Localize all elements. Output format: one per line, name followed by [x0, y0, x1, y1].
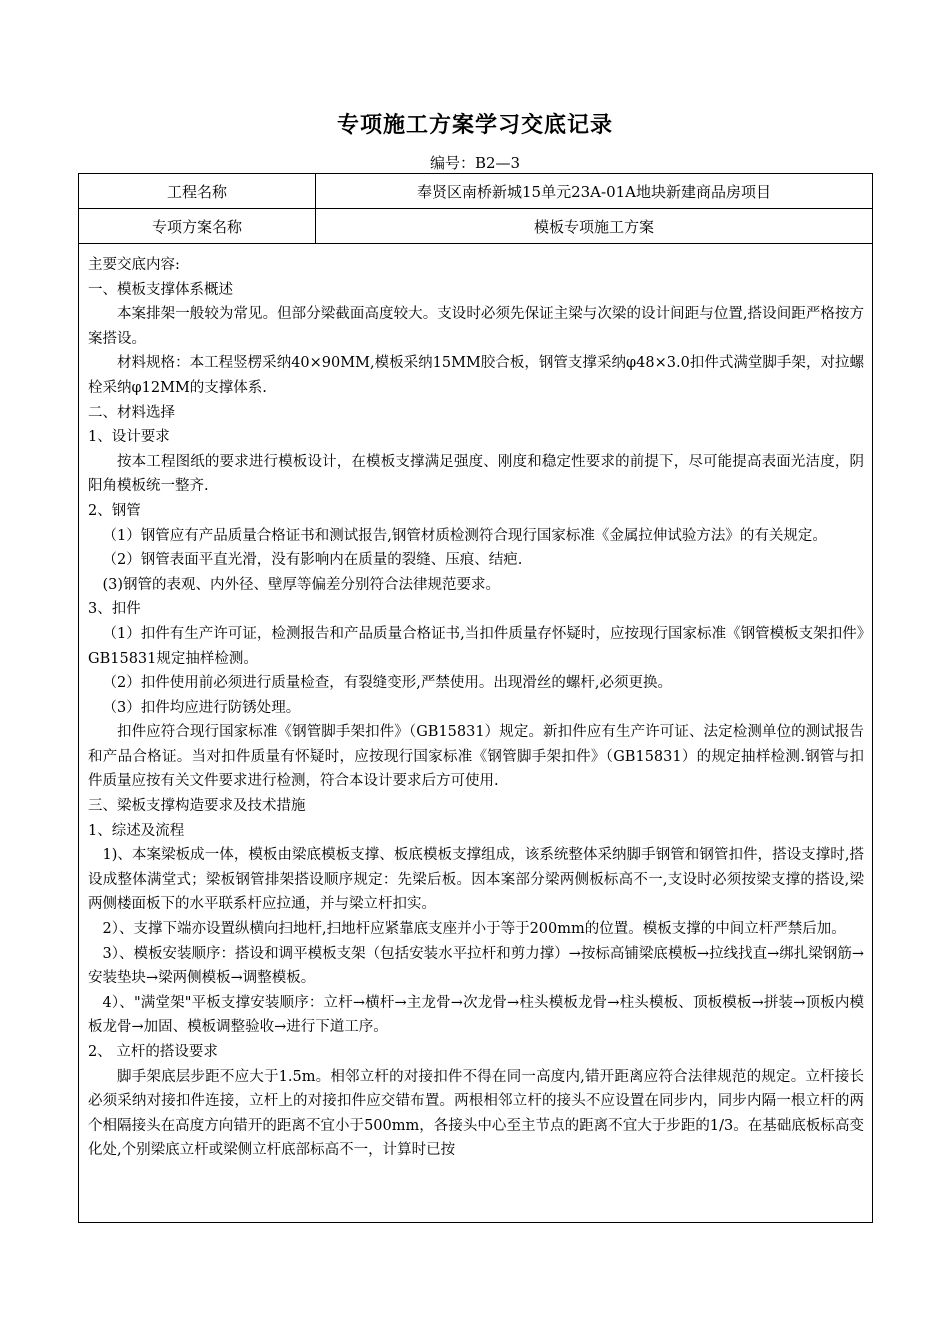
- table-row: [79, 174, 873, 209]
- paragraph: 按本工程图纸的要求进行模板设计，在模板支撑满足强度、刚度和稳定性要求的前提下，尽可能提高表面光洁度，阴阳角模板统一整齐.: [88, 453, 864, 495]
- paragraph: 脚手架底层步距不应大于1.5m。相邻立杆的对接扣件不得在同一高度内,错开距离应符合法律规范的规定。立杆接长必须采纳对接扣件连接，立杆上的对接扣件应交错布置。两根相邻立杆的接头不应设置在同步内，同步内隔一根立杆的两个相隔接头在高度方向错开的距离不宜小于500mm，各接头中心至主节点的距离不宜大于步距的1/3。在基础底板标高变化处,个别梁底立杆或梁侧立杆底部标高不一，计算时已按: [88, 1068, 864, 1159]
- paragraph: 材料规格：本工程竖楞采纳40×90MM,模板采纳15MM胶合板，钢管支撑采纳φ48×3.0扣件式满堂脚手架，对拉螺栓采纳φ12MM的支撑体系.: [88, 355, 864, 396]
- subsection-heading: 1、综述及流程: [88, 822, 185, 839]
- paragraph: (3)钢管的表观、内外径、壁厚等偏差分别符合法律规范要求。: [102, 576, 501, 593]
- document-title: 专项施工方案学习交底记录: [336, 113, 613, 138]
- project-name-label: 工程名称: [79, 174, 316, 209]
- section-heading: 二、材料选择: [88, 404, 175, 421]
- paragraph: 本案排架一般较为常见。但部分梁截面高度较大。支设时必须先保证主梁与次梁的设计间距与位置,搭设间距严格按方案搭设。: [88, 306, 864, 347]
- paragraph: （1）钢管应有产品质量合格证书和测试报告,钢管材质检测符合现行国家标准《金属拉伸试验方法》的有关规定。: [102, 527, 827, 544]
- project-name-value: 奉贤区南桥新城15单元23A-01A地块新建商品房项目: [316, 174, 873, 209]
- briefing-content: [78, 243, 873, 1223]
- paragraph: （2）扣件使用前必须进行质量检查，有裂缝变形,严禁使用。出现滑丝的螺杆,必须更换。: [102, 675, 672, 692]
- paragraph: （2）钢管表面平直光滑，没有影响内在质量的裂缝、压痕、结疤.: [102, 552, 523, 569]
- subsection-heading: 3、扣件: [88, 601, 141, 618]
- paragraph: （1）扣件有生产许可证，检测报告和产品质量合格证书,当扣件质量存怀疑时，应按现行国家标准《钢管模板支架扣件》GB15831规定抽样检测。: [88, 625, 864, 667]
- paragraph: 2）、支撑下端亦设置纵横向扫地杆,扫地杆应紧靠底支座并小于等于200mm的位置。模板支撑的中间立杆严禁后加。: [102, 921, 846, 938]
- paragraph: 1)、本案梁板成一体，模板由梁底模板支撑、板底模板支撑组成，该系统整体采纳脚手钢管和钢管扣件，搭设支撑时,搭设成整体满堂式；梁板钢管排架搭设顺序规定：先梁后板。因本案部分梁两侧板标高不一,支设时必须按梁支撑的搭设,梁两侧楼面板下的水平联系杆应拉通，并与梁立杆扣实。: [88, 847, 864, 913]
- table-row: [79, 209, 873, 244]
- section-heading: 一、模板支撑体系概述: [88, 281, 233, 298]
- paragraph: （3）扣件均应进行防锈处理。: [102, 699, 301, 716]
- content-heading: 主要交底内容:: [88, 257, 180, 273]
- paragraph: 扣件应符合现行国家标准《钢管脚手架扣件》（GB15831）规定。新扣件应有生产许可证、法定检测单位的测试报告和产品合格证。当对扣件质量有怀疑时，应按现行国家标准《钢管脚手架扣件》（GB15831）的规定抽样检测.钢管与扣件质量应按有关文件要求进行检测，符合本设计要求后方可使用.: [88, 724, 864, 790]
- info-table: [78, 173, 873, 244]
- plan-name-value: 模板专项施工方案: [316, 209, 873, 244]
- subsection-heading: 1、设计要求: [88, 429, 170, 446]
- plan-name-label: 专项方案名称: [79, 209, 316, 244]
- paragraph: 4）、"满堂架"平板支撑安装顺序：立杆→横杆→主龙骨→次龙骨→柱头模板龙骨→柱头模板、顶板模板→拼装→顶板内模板龙骨→加固、模板调整验收→进行下道工序。: [88, 994, 864, 1036]
- subsection-heading: 2、钢管: [88, 502, 141, 519]
- document-code: 编号：B2—3: [429, 154, 521, 172]
- section-heading: 三、梁板支撑构造要求及技术措施: [88, 798, 306, 815]
- paragraph: 3）、模板安装顺序：搭设和调平模板支架（包括安装水平拉杆和剪力撑）→按标高铺梁底模板→拉线找直→绑扎梁钢筋→安装垫块→梁两侧模板→调整模板。: [88, 945, 864, 987]
- subsection-heading: 2、 立杆的搭设要求: [88, 1044, 218, 1060]
